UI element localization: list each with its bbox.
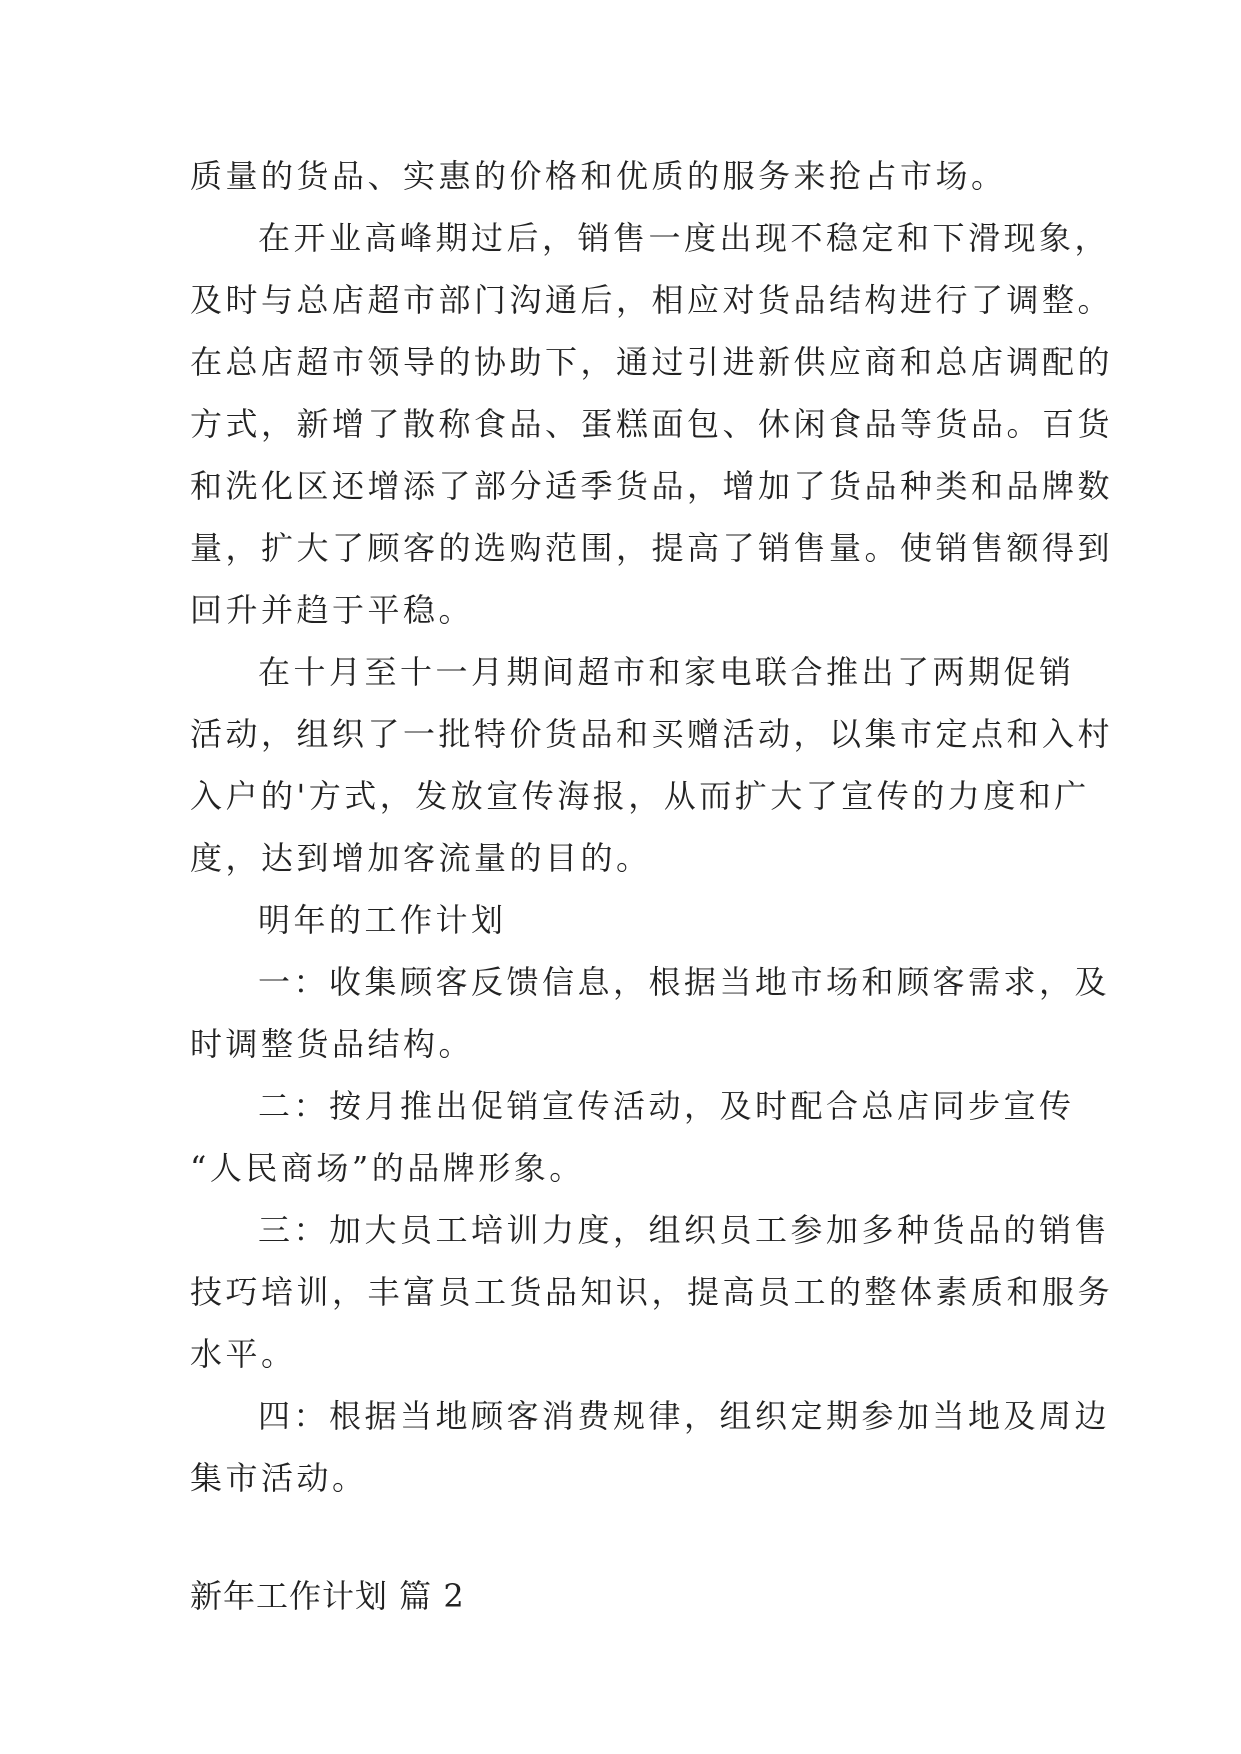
paragraph-line: 方式，新增了散称食品、蛋糕面包、休闲食品等货品。百货: [190, 405, 1114, 443]
paragraph-line: 水平。: [190, 1335, 297, 1373]
paragraph-line: 量，扩大了顾客的选购范围，提高了销售量。使销售额得到: [190, 529, 1114, 567]
plan-item-2: 二：按月推出促销宣传活动，及时配合总店同步宣传: [258, 1087, 1075, 1125]
subheading: 明年的工作计划: [258, 901, 507, 939]
paragraph-line: “人民商场”的品牌形象。: [190, 1149, 585, 1187]
paragraph-line: 及时与总店超市部门沟通后，相应对货品结构进行了调整。: [190, 281, 1114, 319]
paragraph-line: 入户的'方式，发放宣传海报，从而扩大了宣传的力度和广: [190, 777, 1090, 815]
plan-item-1: 一：收集顾客反馈信息，根据当地市场和顾客需求，及: [258, 963, 1111, 1001]
plan-item-4: 四：根据当地顾客消费规律，组织定期参加当地及周边: [258, 1397, 1111, 1435]
paragraph-line: 质量的货品、实惠的价格和优质的服务来抢占市场。: [190, 157, 1007, 195]
paragraph-line: 活动，组织了一批特价货品和买赠活动，以集市定点和入村: [190, 715, 1114, 753]
paragraph-line: 和洗化区还增添了部分适季货品，增加了货品种类和品牌数: [190, 467, 1114, 505]
section-heading: 新年工作计划 篇 2: [190, 1577, 465, 1615]
paragraph-line: 度，达到增加客流量的目的。: [190, 839, 652, 877]
paragraph-line: 回升并趋于平稳。: [190, 591, 475, 629]
paragraph-line: 在总店超市领导的协助下，通过引进新供应商和总店调配的: [190, 343, 1114, 381]
paragraph-line: 在开业高峰期过后，销售一度出现不稳定和下滑现象，: [258, 219, 1111, 257]
plan-item-3: 三：加大员工培训力度，组织员工参加多种货品的销售: [258, 1211, 1111, 1249]
paragraph-line: 技巧培训，丰富员工货品知识，提高员工的整体素质和服务: [190, 1273, 1114, 1311]
paragraph-line: 时调整货品结构。: [190, 1025, 475, 1063]
paragraph-line: 在十月至十一月期间超市和家电联合推出了两期促销: [258, 653, 1075, 691]
paragraph-line: 集市活动。: [190, 1459, 368, 1497]
